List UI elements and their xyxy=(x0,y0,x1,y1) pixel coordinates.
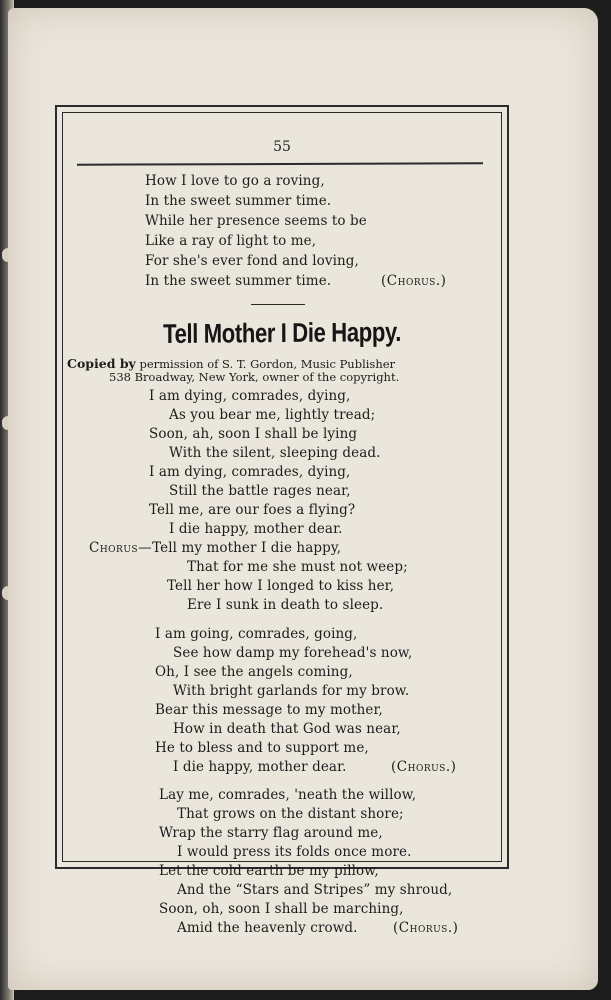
verse-line: How I love to go a roving, xyxy=(145,173,325,189)
verse-line: With bright garlands for my brow. xyxy=(173,683,410,699)
chorus-text: Tell my mother I die happy, xyxy=(152,540,342,556)
book-page xyxy=(8,8,598,990)
verse-line: How in death that God was near, xyxy=(173,721,401,737)
credit-text: permission of S. T. Gordon, Music Publisher xyxy=(139,357,396,371)
page-number: 55 xyxy=(273,139,291,155)
verse-line: I am dying, comrades, dying, xyxy=(149,464,351,480)
credit-prefix: Copied by xyxy=(67,356,136,371)
credit-line-2: 538 Broadway, New York, owner of the copyright. xyxy=(109,370,400,384)
verse-line: Let the cold earth be my pillow, xyxy=(159,863,379,879)
page-border xyxy=(55,105,509,936)
verse-line: Lay me, comrades, 'neath the willow, xyxy=(159,787,417,803)
chorus-label: Chorus— xyxy=(89,540,153,556)
verse-line: As you bear me, lightly tread; xyxy=(169,407,376,423)
verse-line: In the sweet summer time. xyxy=(145,273,332,289)
verse-line: I die happy, mother dear. xyxy=(169,521,343,537)
verse-line: Like a ray of light to me, xyxy=(145,233,317,249)
verse-line: In the sweet summer time. xyxy=(145,193,332,209)
chorus-line xyxy=(89,540,341,556)
verse-line: Still the battle rages near, xyxy=(169,483,351,499)
chorus-line: Tell her how I longed to kiss her, xyxy=(167,578,395,594)
chorus-marker: (Chorus.) xyxy=(381,273,447,289)
verse-line: While her presence seems to be xyxy=(145,213,367,229)
verse-line: I die happy, mother dear. xyxy=(173,759,347,775)
header-rule xyxy=(77,162,483,165)
verse-line: I am going, comrades, going, xyxy=(155,626,358,642)
verse-line: Tell me, are our foes a flying? xyxy=(149,502,356,518)
verse-line: Oh, I see the angels coming, xyxy=(155,664,353,680)
credit-line xyxy=(67,356,395,371)
chorus-line: That for me she must not weep; xyxy=(187,559,408,575)
verse-line: For she's ever fond and loving, xyxy=(145,253,359,269)
page-border-inner xyxy=(62,112,502,936)
song-title: Tell Mother I Die Happy. xyxy=(162,316,401,350)
verse-line: Wrap the starry flag around me, xyxy=(159,825,383,841)
verse-line: That grows on the distant shore; xyxy=(177,806,404,822)
verse-line: Bear this message to my mother, xyxy=(155,702,383,718)
verse-line: Soon, ah, soon I shall be lying xyxy=(149,426,358,442)
chorus-line: Ere I sunk in death to sleep. xyxy=(187,597,384,613)
verse-line: I am dying, comrades, dying, xyxy=(149,388,351,404)
verse-line: With the silent, sleeping dead. xyxy=(169,445,381,461)
verse-line: Amid the heavenly crowd. xyxy=(177,920,358,936)
verse-line: Soon, oh, soon I shall be marching, xyxy=(159,901,404,917)
chorus-marker: (Chorus.) xyxy=(393,920,459,936)
verse-line: And the “Stars and Stripes” my shroud, xyxy=(177,882,453,898)
section-divider xyxy=(251,304,305,305)
chorus-marker: (Chorus.) xyxy=(391,759,457,775)
verse-line: See how damp my forehead's now, xyxy=(173,645,413,661)
verse-line: I would press its folds once more. xyxy=(177,844,412,860)
verse-line: He to bless and to support me, xyxy=(155,740,369,756)
